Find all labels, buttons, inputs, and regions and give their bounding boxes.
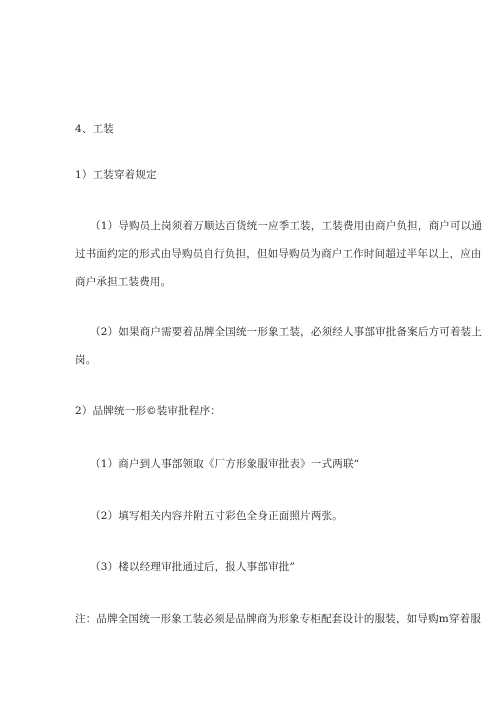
step-2: （2）填写相关内容并附五寸彩色全身正面照片两张。: [90, 510, 343, 522]
paragraph-1-line-2: 过书面约定的形式由导购员自行负担，但如导购员为商户工作时间超过半年以上，应由: [75, 248, 482, 260]
step-1: （1）商户到人事部领取《厂方形象服审批表》一式两联“: [90, 458, 360, 470]
subsection-2-heading: 2）品牌统一形©装审批程序：: [75, 405, 221, 417]
paragraph-2-line-1: （2）如果商户需要着品牌全国统一形象工装，必须经人事部审批备案后方可着装上: [90, 326, 483, 338]
step-3: （3）楼以经理审批通过后，报人事部审批”: [90, 561, 296, 573]
section-heading: 4、工装: [75, 123, 114, 135]
paragraph-1-line-3: 商户承担工装费用。: [75, 276, 172, 288]
subsection-1-heading: 1）工装穿着规定: [75, 169, 157, 181]
paragraph-2-line-2: 岗。: [75, 354, 97, 366]
note-line: 注：品牌全国统一形象工装必须是品牌商为形象专柜配套设计的服装，如导购m穿着服: [75, 613, 482, 625]
paragraph-1-line-1: （1）导购员上岗须着万顺达百货统一应季工装，工装费用由商户负担，商户可以通: [90, 220, 483, 232]
